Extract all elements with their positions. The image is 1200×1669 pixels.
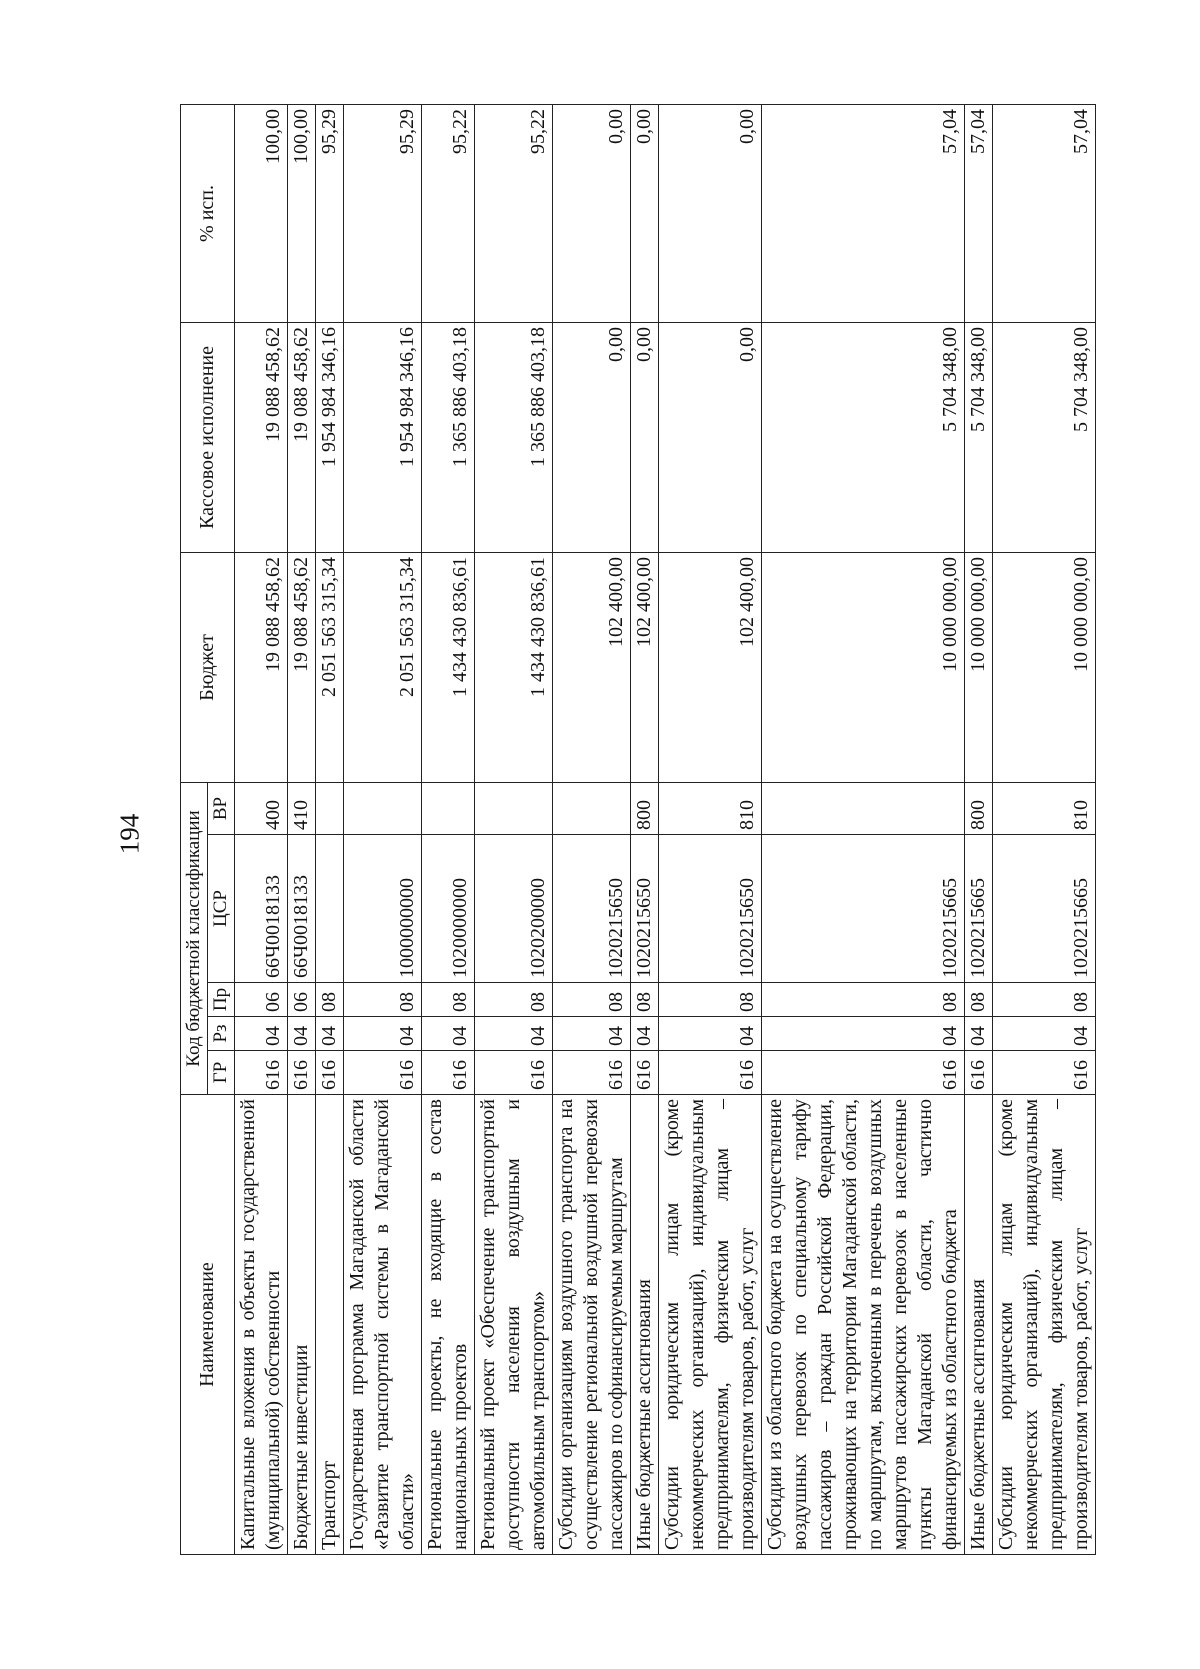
row-budget: 10 000 000,00 <box>992 552 1095 782</box>
header-code-group: Код бюджетной классификации <box>181 782 208 1094</box>
row-gr: 616 <box>287 1051 315 1095</box>
header-gr: ГР <box>207 1051 234 1095</box>
row-gr: 616 <box>343 1051 421 1095</box>
row-rz: 04 <box>658 1017 761 1051</box>
row-name: Иные бюджетные ассигнования <box>630 1095 658 1555</box>
row-pr: 06 <box>234 983 287 1017</box>
row-rz: 04 <box>964 1017 992 1051</box>
row-csr: 1020215650 <box>630 835 658 983</box>
row-pr: 08 <box>421 983 474 1017</box>
row-percent: 100,00 <box>287 104 315 322</box>
table-header <box>181 104 235 1554</box>
row-rz: 04 <box>315 1017 343 1051</box>
header-rz: Рз <box>207 1017 234 1051</box>
table-row <box>474 104 552 1554</box>
header-vr: ВР <box>207 782 234 834</box>
row-name: Региональные проекты, не входящие в состав национальных проектов <box>421 1095 474 1555</box>
row-rz: 04 <box>552 1017 630 1051</box>
row-csr: 1020200000 <box>474 835 552 983</box>
row-budget: 2 051 563 315,34 <box>315 552 343 782</box>
row-gr: 616 <box>421 1051 474 1095</box>
row-cash: 1 954 984 346,16 <box>315 322 343 552</box>
row-percent: 57,04 <box>761 104 964 322</box>
row-csr: 1020215665 <box>992 835 1095 983</box>
row-cash: 1 365 886 403,18 <box>421 322 474 552</box>
row-gr: 616 <box>315 1051 343 1095</box>
table-row <box>992 104 1095 1554</box>
row-name: Иные бюджетные ассигнования <box>964 1095 992 1555</box>
table-row <box>421 104 474 1554</box>
row-gr: 616 <box>234 1051 287 1095</box>
row-percent: 95,29 <box>315 104 343 322</box>
row-budget: 1 434 430 836,61 <box>421 552 474 782</box>
row-name: Государственная программа Магаданской области «Развитие транспортной системы в Магаданской области» <box>343 1095 421 1555</box>
row-vr <box>474 782 552 834</box>
row-vr: 800 <box>630 782 658 834</box>
table-body <box>234 104 1095 1554</box>
row-rz: 04 <box>761 1017 964 1051</box>
row-gr: 616 <box>761 1051 964 1095</box>
row-gr: 616 <box>658 1051 761 1095</box>
header-budget: Бюджет <box>181 552 235 782</box>
row-percent: 57,04 <box>992 104 1095 322</box>
row-gr: 616 <box>552 1051 630 1095</box>
row-cash: 5 704 348,00 <box>992 322 1095 552</box>
rotated-table-sheet <box>180 105 1092 1555</box>
row-csr <box>315 835 343 983</box>
budget-execution-table <box>180 104 1096 1555</box>
row-cash: 19 088 458,62 <box>234 322 287 552</box>
row-pr: 08 <box>992 983 1095 1017</box>
table-row <box>964 104 992 1554</box>
row-percent: 95,22 <box>474 104 552 322</box>
header-percent: % исп. <box>181 104 235 322</box>
table-row <box>630 104 658 1554</box>
row-rz: 04 <box>287 1017 315 1051</box>
row-vr: 400 <box>234 782 287 834</box>
row-cash: 1 954 984 346,16 <box>343 322 421 552</box>
row-vr <box>421 782 474 834</box>
row-csr: 1020215650 <box>552 835 630 983</box>
row-cash: 5 704 348,00 <box>761 322 964 552</box>
row-gr: 616 <box>474 1051 552 1095</box>
row-csr: 1000000000 <box>343 835 421 983</box>
row-vr <box>315 782 343 834</box>
row-budget: 19 088 458,62 <box>287 552 315 782</box>
row-pr: 08 <box>343 983 421 1017</box>
header-csr: ЦСР <box>207 835 234 983</box>
table-row <box>234 104 287 1554</box>
row-budget: 10 000 000,00 <box>964 552 992 782</box>
row-cash: 1 365 886 403,18 <box>474 322 552 552</box>
row-vr: 410 <box>287 782 315 834</box>
row-pr: 08 <box>315 983 343 1017</box>
row-rz: 04 <box>474 1017 552 1051</box>
row-percent: 0,00 <box>658 104 761 322</box>
row-vr <box>343 782 421 834</box>
row-cash: 0,00 <box>630 322 658 552</box>
row-csr: 66Ч0018133 <box>287 835 315 983</box>
row-percent: 95,29 <box>343 104 421 322</box>
row-budget: 102 400,00 <box>552 552 630 782</box>
row-pr: 08 <box>552 983 630 1017</box>
row-gr: 616 <box>964 1051 992 1095</box>
row-csr: 1020215665 <box>761 835 964 983</box>
row-percent: 95,22 <box>421 104 474 322</box>
header-name: Наименование <box>181 1095 235 1555</box>
row-pr: 08 <box>630 983 658 1017</box>
row-name: Бюджетные инвестиции <box>287 1095 315 1555</box>
row-name: Субсидии юридическим лицам (кроме некоммерческих организаций), индивидуальным предпринимателям, физическим лицам – производителям товаров, работ, услуг <box>658 1095 761 1555</box>
table-row <box>658 104 761 1554</box>
row-name: Субсидии юридическим лицам (кроме некоммерческих организаций), индивидуальным предпринимателям, физическим лицам – производителям товаров, работ, услуг <box>992 1095 1095 1555</box>
row-pr: 08 <box>658 983 761 1017</box>
row-budget: 2 051 563 315,34 <box>343 552 421 782</box>
row-vr: 810 <box>992 782 1095 834</box>
row-name: Капитальные вложения в объекты государственной (муниципальной) собственности <box>234 1095 287 1555</box>
row-cash: 0,00 <box>552 322 630 552</box>
row-rz: 04 <box>343 1017 421 1051</box>
row-cash: 0,00 <box>658 322 761 552</box>
row-rz: 04 <box>234 1017 287 1051</box>
row-csr: 1020215650 <box>658 835 761 983</box>
row-pr: 08 <box>964 983 992 1017</box>
row-budget: 19 088 458,62 <box>234 552 287 782</box>
table-row <box>761 104 964 1554</box>
table-row <box>315 104 343 1554</box>
row-budget: 1 434 430 836,61 <box>474 552 552 782</box>
row-rz: 04 <box>421 1017 474 1051</box>
row-name: Субсидии из областного бюджета на осуществление воздушных перевозок по специальному тарифу пассажиров – граждан Российской Федерации, проживающих на территории Магаданской области, по маршрутам, включенным в перечень воздушных маршрутов пассажирских перевозок в населенные пункты Магаданской области, частично финансируемых из областного бюджета <box>761 1095 964 1555</box>
row-percent: 57,04 <box>964 104 992 322</box>
row-cash: 5 704 348,00 <box>964 322 992 552</box>
row-percent: 0,00 <box>552 104 630 322</box>
row-pr: 08 <box>474 983 552 1017</box>
row-csr: 1020215665 <box>964 835 992 983</box>
row-percent: 100,00 <box>234 104 287 322</box>
row-pr: 06 <box>287 983 315 1017</box>
table-row <box>343 104 421 1554</box>
header-pr: Пр <box>207 983 234 1017</box>
row-csr: 1020000000 <box>421 835 474 983</box>
row-rz: 04 <box>992 1017 1095 1051</box>
row-budget: 102 400,00 <box>630 552 658 782</box>
row-csr: 66Ч0018133 <box>234 835 287 983</box>
header-cash: Кассовое исполнение <box>181 322 235 552</box>
row-name: Субсидии организациям воздушного транспорта на осуществление региональной воздушной перевозки пассажиров по софинансируемым маршрутам <box>552 1095 630 1555</box>
table-row <box>287 104 315 1554</box>
row-gr: 616 <box>992 1051 1095 1095</box>
row-budget: 102 400,00 <box>658 552 761 782</box>
row-vr <box>761 782 964 834</box>
row-percent: 0,00 <box>630 104 658 322</box>
row-cash: 19 088 458,62 <box>287 322 315 552</box>
row-pr: 08 <box>761 983 964 1017</box>
row-name: Транспорт <box>315 1095 343 1555</box>
row-vr <box>552 782 630 834</box>
row-vr: 800 <box>964 782 992 834</box>
row-rz: 04 <box>630 1017 658 1051</box>
row-vr: 810 <box>658 782 761 834</box>
row-name: Региональный проект «Обеспечение транспортной доступности населения воздушным и автомобильным транспортом» <box>474 1095 552 1555</box>
table-row <box>552 104 630 1554</box>
row-gr: 616 <box>630 1051 658 1095</box>
row-budget: 10 000 000,00 <box>761 552 964 782</box>
page-number: 194 <box>114 813 145 855</box>
